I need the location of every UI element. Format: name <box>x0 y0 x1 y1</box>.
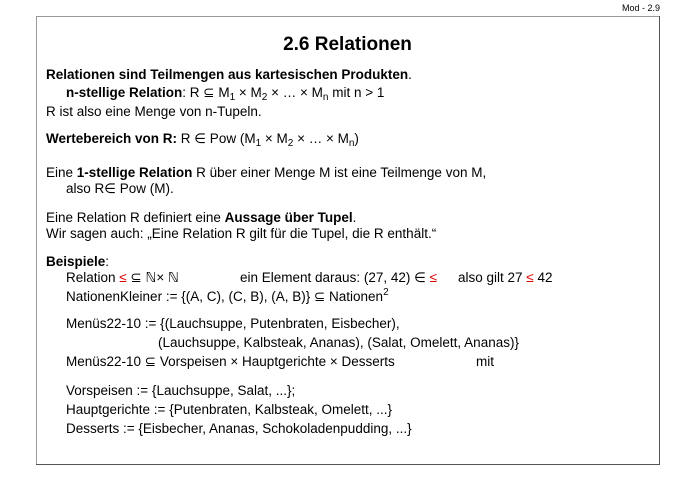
desserts-line: Desserts := {Eisbecher, Ananas, Schokoladenpudding, ...} <box>66 421 412 436</box>
aussage-post: . <box>352 210 357 225</box>
wb-sub1: 1 <box>255 138 262 149</box>
ntupel-line: R ist also eine Menge von n-Tupeln. <box>46 104 262 119</box>
frame-top-border <box>36 16 659 17</box>
also-leq: ≤ <box>526 270 534 285</box>
relation-element <box>240 270 437 286</box>
intro-period: . <box>408 67 412 82</box>
also-pre: also gilt 27 <box>458 270 527 285</box>
wb-p3: × … × M <box>293 131 349 146</box>
nstellig-p3: × … × M <box>267 85 323 100</box>
nationen-text: NationenKleiner := {(A, C), (C, B), (A, B)} ⊆ Nationen <box>66 289 384 304</box>
menus-line-3: Menüs22-10 ⊆ Vorspeisen × Hauptgerichte × Desserts <box>66 354 395 369</box>
einstellig-bold: 1-stellige Relation <box>76 165 193 180</box>
wertebereich-line <box>46 131 359 147</box>
wertebereich-bold: Wertebereich von R: <box>46 131 178 146</box>
nationen-line <box>66 289 389 305</box>
nstellig-sub2: 2 <box>261 92 268 103</box>
einstellig-pre: Eine <box>46 165 77 180</box>
nstellig-subn: n <box>322 92 329 103</box>
nationen-sup: 2 <box>383 287 389 298</box>
rel-leq-2: ≤ <box>429 270 438 285</box>
nstellig-bold: n-stellige Relation <box>66 85 183 100</box>
einstellig-post: R über einer Menge M ist eine Teilmenge von M, <box>192 165 487 180</box>
menus-line-1: Menüs22-10 := {(Lauchsuppe, Putenbraten, Eisbecher), <box>66 316 400 331</box>
slide-number: Mod - 2.9 <box>622 3 661 13</box>
nstellig-line <box>66 85 384 101</box>
also-post: 42 <box>533 270 553 285</box>
wb-close: ) <box>354 131 359 146</box>
nstellig-p1: : R ⊆ M <box>182 85 230 100</box>
aussage-line-1 <box>46 210 356 226</box>
einstellig-line-2: also R∈ Pow (M). <box>66 181 174 196</box>
nstellig-sub1: 1 <box>229 92 236 103</box>
wb-p2: × M <box>261 131 288 146</box>
aussage-bold: Aussage über Tupel <box>224 210 353 225</box>
beispiele-colon: : <box>105 254 110 269</box>
nstellig-tail: mit n > 1 <box>328 85 385 100</box>
relation-also <box>458 270 553 286</box>
vorspeisen-line: Vorspeisen := {Lauchsuppe, Salat, ...}; <box>66 383 296 398</box>
slide-title: 2.6 Relationen <box>283 34 412 55</box>
beispiele-heading <box>46 254 109 270</box>
hauptgerichte-line: Hauptgerichte := {Putenbraten, Kalbsteak, Omelett, ...} <box>66 402 393 417</box>
menus-line-2: (Lauchsuppe, Kalbsteak, Ananas), (Salat, Omelett, Ananas)} <box>158 335 519 350</box>
relation-line <box>66 270 179 286</box>
rel-mid: ⊆ ℕ× ℕ <box>126 270 179 285</box>
menus-mit: mit <box>476 354 494 369</box>
beispiele-bold: Beispiele <box>46 254 106 269</box>
wb-sub2: 2 <box>287 138 294 149</box>
intro-line-1 <box>46 67 412 83</box>
rel-elem: ein Element daraus: (27, 42) ∈ <box>240 270 430 285</box>
nstellig-p2: × M <box>235 85 262 100</box>
einstellig-line-1 <box>46 165 486 181</box>
aussage-pre: Eine Relation R definiert eine <box>46 210 225 225</box>
rel-leq: ≤ <box>119 270 127 285</box>
wb-p1: R ∈ Pow (M <box>177 131 256 146</box>
intro-bold: Relationen sind Teilmengen aus kartesischen Produkten <box>46 67 409 82</box>
frame-left-border <box>36 16 37 464</box>
wb-subn: n <box>348 138 355 149</box>
aussage-line-2: Wir sagen auch: „Eine Relation R gilt für die Tupel, die R enthält.“ <box>46 226 437 241</box>
rel-pre: Relation <box>66 270 120 285</box>
